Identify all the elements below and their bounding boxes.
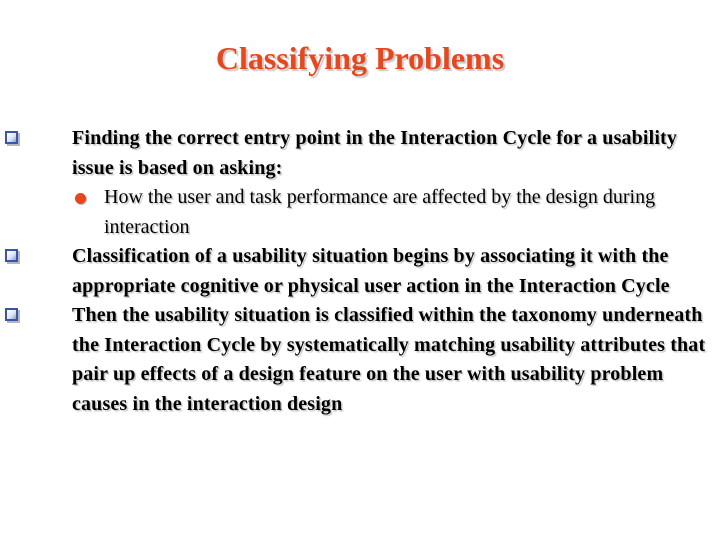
sub-bullet-text: How the user and task performance are affected by the design during interaction <box>104 186 656 238</box>
bullet-item-3 <box>72 301 712 419</box>
red-dot-icon <box>75 193 86 204</box>
bullet-text: Classification of a usability situation begins by associating it with the appropriate cognitive or physical user action in the Interaction Cycle <box>72 245 670 297</box>
slide-title: Classifying Problems <box>215 40 505 76</box>
checkbox-square-icon <box>5 308 18 321</box>
bullet-list <box>72 124 712 419</box>
checkbox-square-icon <box>5 131 18 144</box>
bullet-text: Then the usability situation is classified within the taxonomy underneath the Interaction Cycle by systematically matching usability attributes that pair up effects of a design feature on the user with usability problem causes in the interaction design <box>72 304 706 415</box>
bullet-item-1 <box>72 124 712 183</box>
checkbox-square-icon <box>5 249 18 262</box>
bullet-text: Finding the correct entry point in the Interaction Cycle for a usability issue is based on asking: <box>72 127 678 179</box>
bullet-item-2 <box>72 242 712 301</box>
sub-bullet-item-1 <box>104 183 712 242</box>
